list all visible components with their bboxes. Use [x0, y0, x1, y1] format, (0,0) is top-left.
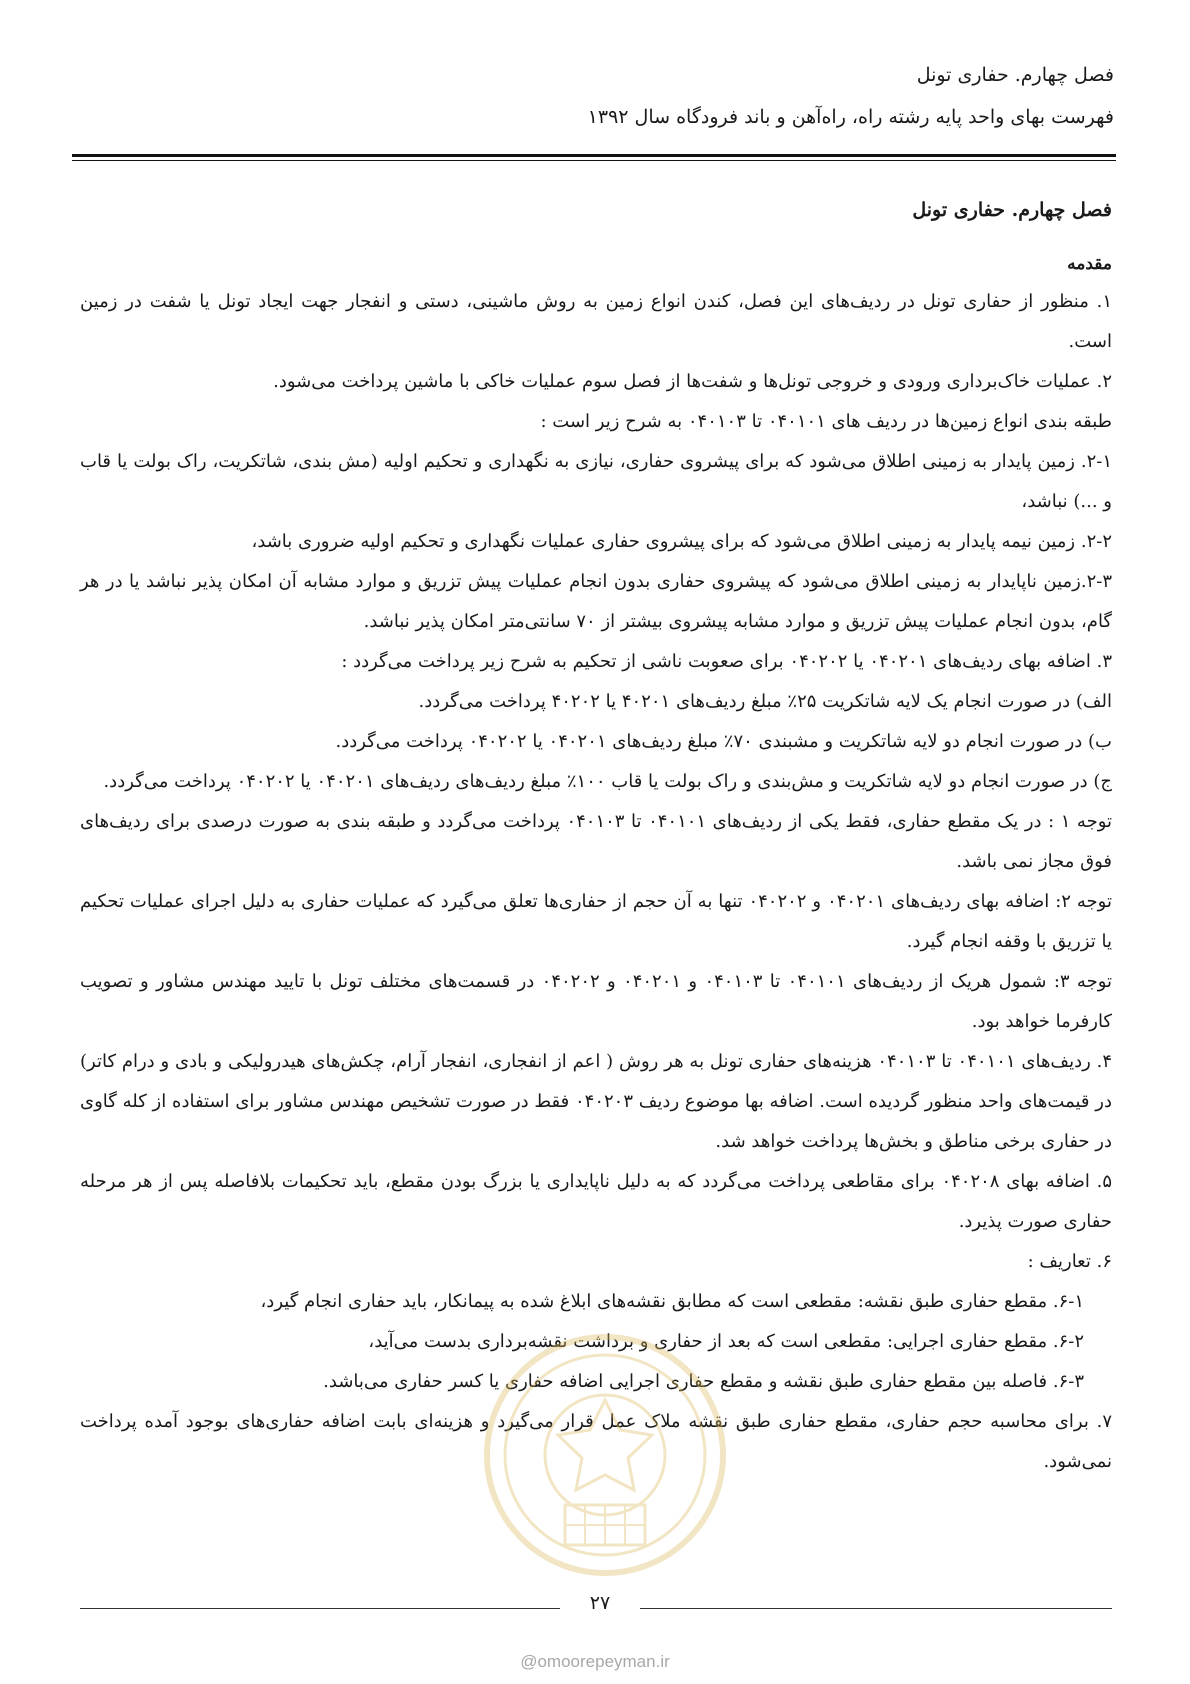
paragraph: ۶-۳. فاصله بین مقطع حفاری طبق نقشه و مقطع حفاری اجرایی اضافه حفاری یا کسر حفاری می‌باشد.	[323, 1371, 1084, 1392]
paragraph: الف) در صورت انجام یک لایه شاتکریت ۲۵٪ مبلغ ردیف‌های ۴۰۲۰۱ یا ۴۰۲۰۲ پرداخت می‌گردد.	[418, 691, 1112, 712]
paragraph: ۵. اضافه بهای ۰۴۰۲۰۸ برای مقاطعی پرداخت می‌گردد که به دلیل ناپایداری یا بزرگ بودن مقطع، باید تحکیمات بلافاصله پس از هر مرحله حفاری صورت پذیرد.	[80, 1171, 1112, 1232]
paragraph: طبقه بندی انواع زمین‌ها در ردیف های ۰۴۰۱۰۱ تا ۰۴۰۱۰۳ به شرح زیر است :	[540, 411, 1112, 432]
paragraph: ۱. منظور از حفاری تونل در ردیف‌های این فصل، کندن انواع زمین به روش ماشینی، دستی و انفجار جهت ایجاد تونل یا شفت در زمین است.	[80, 291, 1112, 352]
paragraph: توجه ۲: اضافه بهای ردیف‌های ۰۴۰۲۰۱ و ۰۴۰۲۰۲ تنها به آن حجم از حفاری‌ها تعلق می‌گیرد که عملیات حفاری به دلیل اجرای عملیات تحکیم یا تزریق با وقفه انجام گیرد.	[80, 891, 1112, 952]
seal-logo-icon	[480, 1330, 730, 1580]
website-watermark: @omoorepeyman.ir	[520, 1652, 670, 1671]
page-number: ۲۷	[560, 1592, 640, 1614]
intro-heading: مقدمه	[1067, 254, 1112, 274]
running-header	[74, 60, 1114, 132]
chapter-heading: فصل چهارم. حفاری تونل	[912, 199, 1112, 221]
paragraph: ب) در صورت انجام دو لایه شاتکریت و مشبندی ۷۰٪ مبلغ ردیف‌های ۰۴۰۲۰۱ یا ۰۴۰۲۰۲ پرداخت می‌گردد.	[335, 731, 1112, 752]
paragraph: توجه ۳: شمول هریک از ردیف‌های ۰۴۰۱۰۱ تا ۰۴۰۱۰۳ و ۰۴۰۲۰۱ و ۰۴۰۲۰۲ در قسمت‌های مختلف تونل با تایید مهندس مشاور و تصویب کارفرما خواهد بود.	[80, 971, 1113, 1032]
paragraph: ۶. تعاریف :	[1027, 1251, 1112, 1272]
header-chapter: فصل چهارم. حفاری تونل	[916, 64, 1114, 86]
paragraph: ۴. ردیف‌های ۰۴۰۱۰۱ تا ۰۴۰۱۰۳ هزینه‌های حفاری تونل به هر روش ( اعم از انفجاری، انفجار آرام، چکش‌های هیدرولیکی و بادی و درام کاتر) در قیمت‌های واحد منظور گردیده است. اضافه بها موضوع ردیف ۰۴۰۲۰۳ فقط در صورت تشخیص مهندس مشاور برای استفاده از کله گاوی در حفاری برخی مناطق و بخش‌ها پرداخت خواهد شد.	[80, 1051, 1112, 1152]
paragraph: ج) در صورت انجام دو لایه شاتکریت و مش‌بندی و راک بولت یا قاب ۱۰۰٪ مبلغ ردیف‌های ردیف‌های ۰۴۰۲۰۱ یا ۰۴۰۲۰۲ پرداخت می‌گردد.	[103, 771, 1112, 792]
paragraph: توجه ۱ : در یک مقطع حفاری، فقط یکی از ردیف‌های ۰۴۰۱۰۱ تا ۰۴۰۱۰۳ پرداخت می‌گردد و طبقه بندی به صورت درصدی برای ردیف‌های فوق مجاز نمی باشد.	[80, 811, 1113, 872]
main-content	[80, 196, 1112, 1482]
paragraph: ۷. برای محاسبه حجم حفاری، مقطع حفاری طبق نقشه ملاک عمل قرار می‌گیرد و هزینه‌ای بابت اضافه حفاری‌های بوجود آمده پرداخت نمی‌شود.	[80, 1411, 1112, 1472]
header-list-title: فهرست بهای واحد پایه رشته راه، راه‌آهن و باند فرودگاه سال ۱۳۹۲	[587, 106, 1114, 128]
paragraph: ۳. اضافه بهای ردیف‌های ۰۴۰۲۰۱ یا ۰۴۰۲۰۲ برای صعوبت ناشی از تحکیم به شرح زیر پرداخت می‌گردد :	[341, 651, 1112, 672]
header-rule-thin	[72, 160, 1116, 161]
paragraph: ۶-۲. مقطع حفاری اجرایی: مقطعی است که بعد از حفاری و برداشت نقشه‌برداری بدست می‌آید،	[368, 1331, 1084, 1352]
paragraph: ۲-۲. زمین نیمه پایدار به زمینی اطلاق می‌شود که برای پیشروی حفاری عملیات نگهداری و تحکیم اولیه ضروری باشد،	[251, 531, 1112, 552]
paragraph: ۲. عملیات خاک‌برداری ورودی و خروجی تونل‌ها و شفت‌ها از فصل سوم عملیات خاکی با ماشین پرداخت می‌شود.	[273, 371, 1112, 392]
paragraph: ۶-۱. مقطع حفاری طبق نقشه: مقطعی است که مطابق نقشه‌های ابلاغ شده به پیمانکار، باید حفاری انجام گیرد،	[260, 1291, 1084, 1312]
paragraph: ۲-۱. زمین پایدار به زمینی اطلاق می‌شود که برای پیشروی حفاری، نیازی به نگهداری و تحکیم اولیه (مش بندی، شاتکریت، راک بولت یا قاب و ...) نباشد،	[80, 451, 1112, 512]
paragraph: ۲-۳.زمین ناپایدار به زمینی اطلاق می‌شود که پیشروی حفاری بدون انجام عملیات پیش تزریق و موارد مشابه آن امکان پذیر نباشد یا در هر گام، بدون انجام عملیات پیش تزریق و موارد مشابه پیشروی بیشتر از ۷۰ سانتی‌متر امکان پذیر نباشد.	[80, 571, 1112, 632]
footer-rule-right	[690, 1608, 1112, 1609]
header-rule-thick	[72, 154, 1116, 157]
